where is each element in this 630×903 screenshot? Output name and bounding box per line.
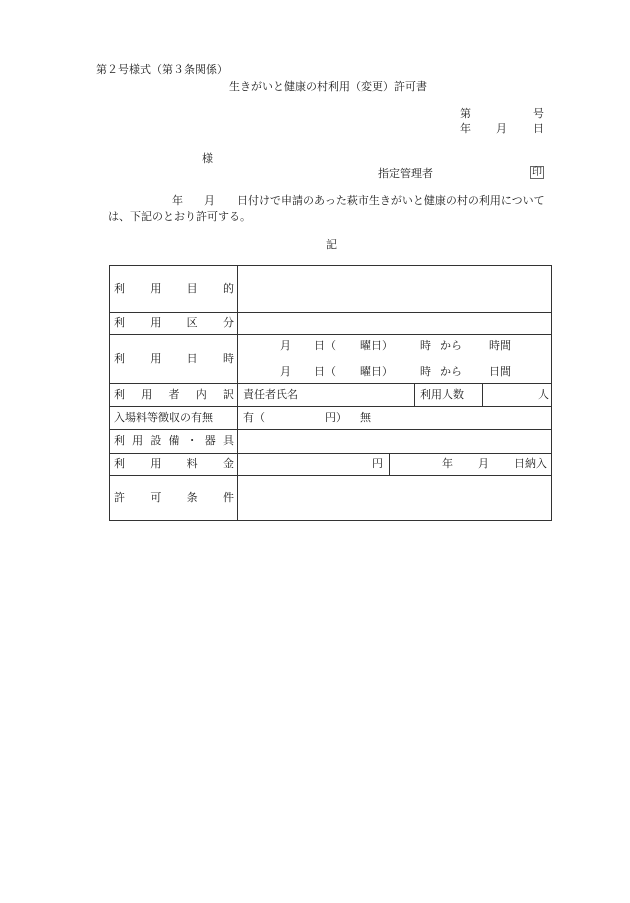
body-month: 月 (204, 194, 215, 207)
date-year: 年 (460, 122, 471, 135)
datetime-label: 利 用 日 時 (114, 351, 234, 365)
number-prefix: 第 (460, 107, 471, 120)
permit-table: 利 用 目 的 利 用 区 分 利 用 日 時 月 日（ 曜日） 時 から 時間 月 日（ 曜日） 時 から 日間 利 用 者 内 訳 責任者氏名 利用人数 人 入場料等徴収の有無 有（ 円） 無 利 用 設 備 ・ 器 具 利 用 料 金 円 年 月 日納入 許 可 条 件 (109, 265, 552, 521)
number-suffix: 号 (533, 107, 544, 120)
user-count-label: 利用人数 (420, 388, 464, 401)
seal-icon: 印 (532, 167, 542, 178)
fee-label: 利 用 料 金 (114, 457, 234, 470)
responsible-person-label: 責任者氏名 (243, 388, 298, 401)
people-unit: 人 (538, 388, 549, 401)
document-number-line (460, 107, 544, 121)
purpose-label: 利 用 目 的 (114, 282, 234, 295)
breakdown-label: 利 用 者 内 訳 (114, 387, 234, 401)
date-month: 月 (496, 122, 507, 135)
form-number: 第２号様式（第３条関係） (96, 63, 228, 76)
body-text: 日付けで申請のあった萩市生きがいと健康の村の利用について (237, 194, 545, 207)
conditions-label: 許 可 条 件 (114, 490, 234, 504)
body-line-2: は、下記のとおり許可する。 (108, 210, 251, 223)
body-year: 年 (172, 194, 183, 207)
date-day: 日 (533, 122, 544, 135)
admission-label: 入場料等徴収の有無 (114, 411, 213, 424)
category-label: 利 用 区 分 (114, 316, 234, 329)
issuer-label: 指定管理者 (378, 167, 433, 180)
addressee-honorific: 様 (202, 152, 213, 165)
document-title: 生きがいと健康の村利用（変更）許可書 (229, 80, 427, 93)
body-line-1 (108, 194, 568, 208)
fee-yen: 円 (372, 457, 383, 470)
equipment-label: 利 用 設 備 ・ 器 具 (114, 434, 234, 447)
document-date-line (460, 122, 544, 136)
ki-heading: 記 (326, 238, 337, 251)
